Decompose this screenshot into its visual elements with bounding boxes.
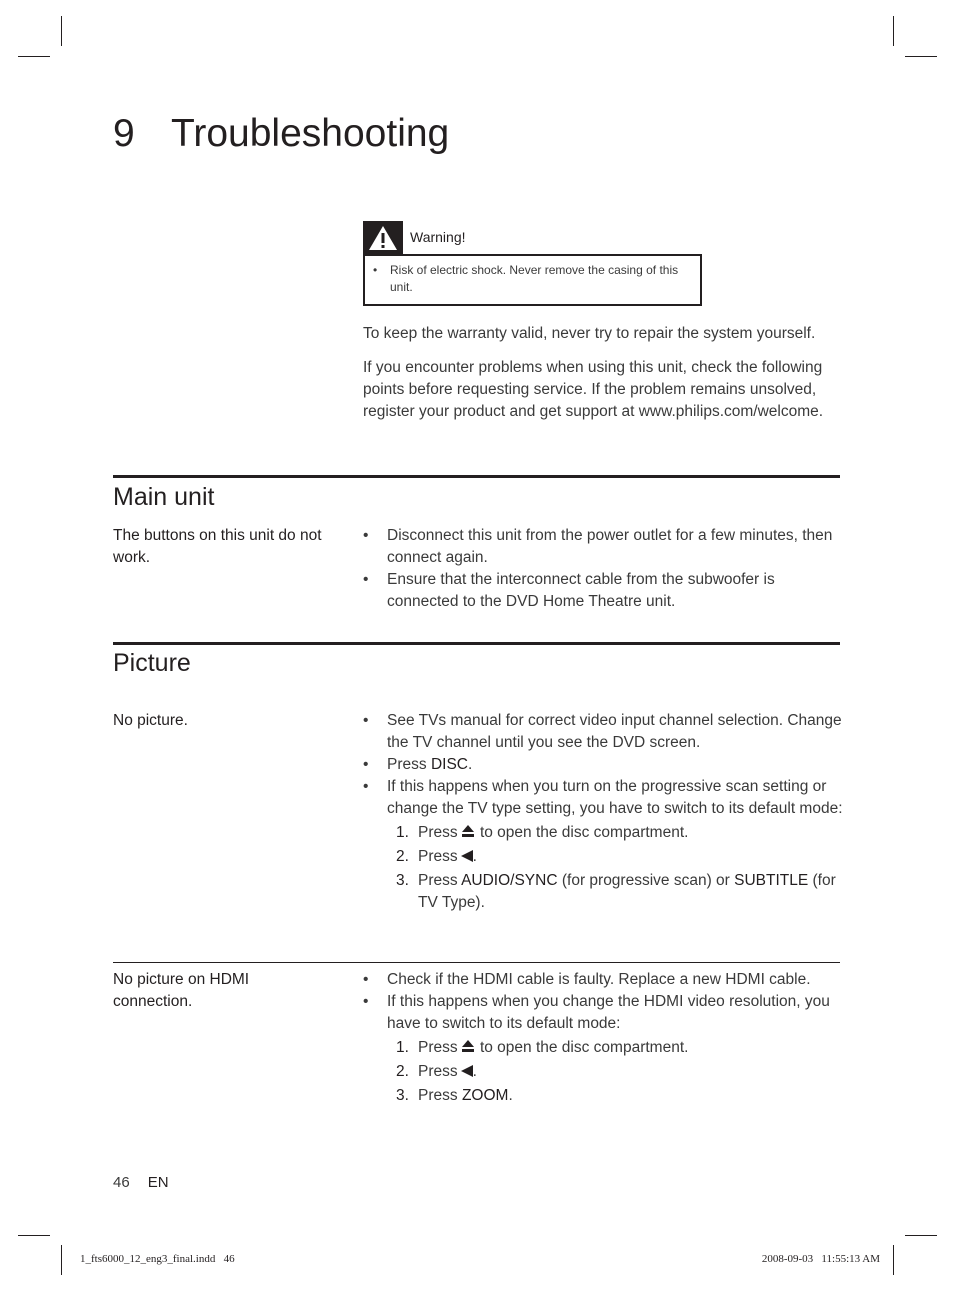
eject-icon xyxy=(462,1040,474,1053)
left-triangle-icon xyxy=(461,1065,473,1077)
problem-text: No picture on HDMI connection. xyxy=(113,971,250,1010)
step-item: 1. Press to open the disc compartment. xyxy=(396,824,689,841)
step-item: 3. Press ZOOM. xyxy=(396,1087,513,1104)
problem-text: No picture. xyxy=(113,712,188,729)
steps-list xyxy=(363,822,843,914)
steps-list xyxy=(363,1037,843,1107)
solution-item: • Disconnect this unit from the power outlet for a few minutes, then connect again. xyxy=(363,527,833,566)
step-item: 2. Press . xyxy=(396,1063,477,1080)
solution-item: • See TVs manual for correct video input channel selection. Change the TV channel until you see the DVD screen. xyxy=(363,712,842,751)
step-item: 2. Press . xyxy=(396,848,477,865)
warning-header xyxy=(363,221,702,255)
chapter-number: 9 xyxy=(113,112,135,155)
warning-box xyxy=(363,254,702,306)
crop-mark xyxy=(893,16,894,46)
solution-item: • Check if the HDMI cable is faulty. Replace a new HDMI cable. xyxy=(363,971,811,988)
print-slug-timestamp: 2008-09-03 11:55:13 AM xyxy=(761,1253,880,1265)
key-audio-sync: AUDIO/SYNC xyxy=(461,872,558,889)
solution-list xyxy=(363,710,843,916)
item-rule xyxy=(113,962,840,963)
warning-label: Warning! xyxy=(410,229,466,245)
crop-mark xyxy=(893,1245,894,1275)
section-title-picture: Picture xyxy=(113,649,191,677)
warning-item: • Risk of electric shock. Never remove the casing of this unit. xyxy=(373,263,679,294)
solution-item: • Ensure that the interconnect cable from the subwoofer is connected to the DVD Home Theatre unit. xyxy=(363,571,775,610)
step-item: 3. Press AUDIO/SYNC (for progressive scan) or SUBTITLE (for TV Type). xyxy=(396,872,836,911)
crop-mark xyxy=(18,56,50,57)
eject-icon xyxy=(462,825,474,838)
key-disc: DISC xyxy=(430,756,468,773)
section-title-main-unit: Main unit xyxy=(113,483,215,511)
chapter-title: Troubleshooting xyxy=(171,112,450,155)
crop-mark xyxy=(18,1235,50,1236)
key-subtitle: SUBTITLE xyxy=(734,872,809,889)
step-item: 1. Press to open the disc compartment. xyxy=(396,1039,689,1056)
chapter-heading xyxy=(113,112,449,156)
language-code: EN xyxy=(147,1174,169,1191)
solution-list xyxy=(363,969,843,1109)
key-zoom: ZOOM xyxy=(461,1087,509,1104)
warning-triangle-icon xyxy=(363,221,403,255)
solution-list xyxy=(363,525,843,613)
crop-mark xyxy=(905,1235,937,1236)
crop-mark xyxy=(61,1245,62,1275)
page-footer xyxy=(113,1174,169,1191)
bullet: • xyxy=(373,263,378,277)
left-triangle-icon xyxy=(461,850,473,862)
solution-item: • If this happens when you change the HDMI video resolution, you have to switch to its default mode: xyxy=(363,993,830,1032)
page-number: 46 xyxy=(113,1174,130,1191)
print-slug-file: 1_fts6000_12_eng3_final.indd 46 xyxy=(80,1253,235,1265)
intro-paragraph: If you encounter problems when using this unit, check the following points before requesting service. If the problem remains unsolved, register your product and get support at www.philips.com/welcome. xyxy=(363,359,824,420)
crop-mark xyxy=(61,16,62,46)
intro-paragraph: To keep the warranty valid, never try to repair the system yourself. xyxy=(363,325,816,342)
crop-mark xyxy=(905,56,937,57)
section-rule xyxy=(113,475,840,478)
problem-text: The buttons on this unit do not work. xyxy=(113,527,322,566)
solution-item: • If this happens when you turn on the progressive scan setting or change the TV type setting, you have to switch to its default mode: xyxy=(363,778,843,817)
section-rule xyxy=(113,642,840,645)
solution-item: • Press DISC. xyxy=(363,756,473,773)
